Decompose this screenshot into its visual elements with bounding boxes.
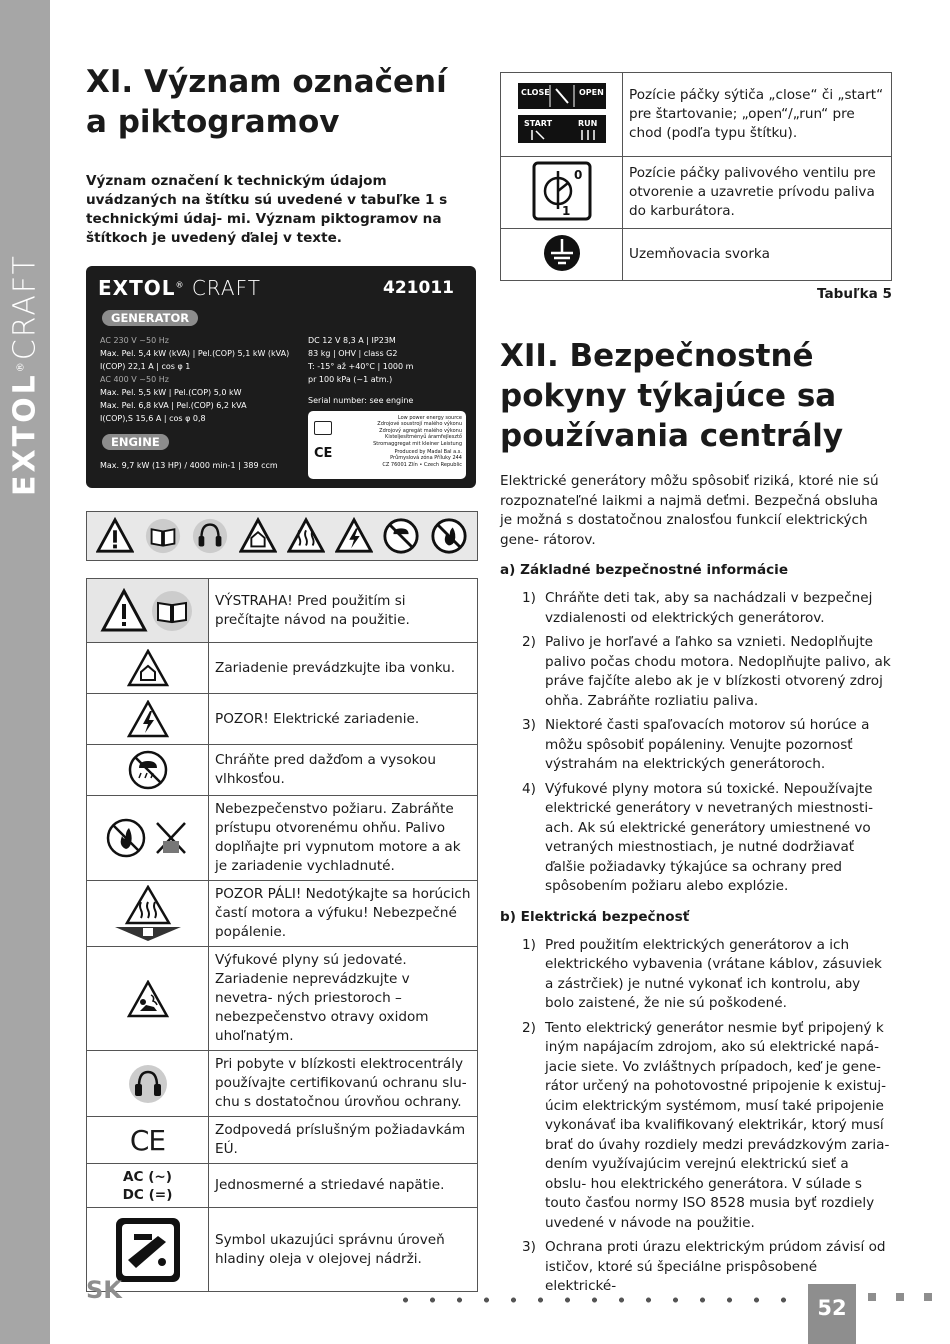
plate-dc-line3: T: -15° až +40°C | 1000 m [308, 362, 414, 371]
list-item: 3) Ochrana proti úrazu elektrickým prúdom závisí od ističov, ktoré sú špeciálne prispôsobené elektrické- [522, 1239, 886, 1294]
engine-tag: ENGINE [102, 434, 169, 450]
footer-square [896, 1293, 904, 1301]
manual-book-icon [314, 421, 332, 435]
picto-desc-oil: Symbol ukazujúci správnu úroveň hladiny oleja v olejovej nádrži. [209, 1208, 478, 1292]
electric-hazard-icon [335, 517, 373, 555]
picto-desc-acdc: Jednosmerné a striedavé napätie. [209, 1164, 478, 1208]
list-b [500, 936, 892, 1297]
language-code: SK [86, 1276, 122, 1304]
fuel-valve-description: Pozície páčky palivového ventilu pre otvorenie a uzavretie prívodu paliva do karburátora. [623, 157, 892, 229]
fuel-valve-icon [532, 161, 592, 221]
ac-label: AC (~) [122, 1168, 173, 1185]
list-a [500, 589, 892, 897]
right-column [500, 72, 892, 1302]
svg-text:1: 1 [561, 203, 570, 218]
table-row [87, 1164, 478, 1208]
plate-ac230-line1: Max. Pel. 5,4 kW (kVA) | Pel.(COP) 5,1 kW (kVA) [100, 349, 290, 358]
left-column [86, 62, 478, 1292]
plate-dc-line1: DC 12 V 8,3 A | IP23M [308, 336, 396, 345]
side-brand-logo: EXTOL®CRAFT [7, 254, 43, 496]
dc-label: DC (=) [122, 1186, 173, 1203]
picto-desc-hot: POZOR PÁLI! Nedotýkajte sa horúcich častí motora a výfuku! Nebezpečné popálenie. [209, 881, 478, 947]
list-item: 3) Niektoré časti spaľovacích motorov sú horúce a môžu spôsobiť popáleniny. Venujte pozornosť výstrahám na elektrických generátoroch. [522, 717, 870, 772]
subsection-b-heading: b) Elektrická bezpečnosť [500, 908, 690, 925]
warning-manual-icon [100, 588, 196, 634]
svg-text:OPEN: OPEN [578, 87, 604, 97]
plate-ac400-line2: Max. Pel. 6,8 kVA | Pel.(COP) 6,2 kVA [100, 401, 247, 410]
footer-dots [392, 1296, 802, 1304]
svg-text:START: START [523, 118, 552, 128]
table-row [87, 1051, 478, 1117]
generator-tag: GENERATOR [102, 310, 198, 326]
side-bar [0, 0, 50, 1344]
rain-protection-icon [127, 749, 169, 791]
picto-desc-rain: Chráňte pred dažďom a vysokou vlhkosťou. [209, 745, 478, 796]
hot-surface-icon [287, 517, 325, 555]
table-row [87, 947, 478, 1051]
rain-protection-icon [382, 517, 420, 555]
plate-ac400: AC 400 V ~50 Hz [100, 375, 169, 384]
plate-engine-line: Max. 9,7 kW (13 HP) / 4000 min-1 | 389 ccm [100, 461, 278, 470]
ce-mark: CE [314, 446, 333, 461]
table-row [87, 796, 478, 881]
plate-serial: Serial number: see engine [308, 396, 414, 405]
outdoor-use-icon [239, 517, 277, 555]
svg-text:CLOSE: CLOSE [520, 87, 550, 97]
table-row [87, 881, 478, 947]
picto-desc-warning: VÝSTRAHA! Pred použitím si prečítajte návod na použitie. [209, 579, 478, 643]
plate-brand: EXTOL® CRAFT [98, 276, 261, 300]
picto-desc-outdoor: Zariadenie prevádzkujte iba vonku. [209, 643, 478, 694]
plate-ac230-line2: I(COP) 22,1 A | cos φ 1 [100, 362, 191, 371]
table-row [501, 229, 892, 281]
outdoor-use-icon [127, 649, 169, 687]
table-row [501, 73, 892, 157]
table-5 [500, 72, 892, 281]
svg-text:0: 0 [573, 167, 582, 182]
page-number: 52 [808, 1284, 856, 1344]
safety-intro: Elektrické generátory môžu spôsobiť riziká, ktoré nie sú rozpoznateľné laikmi a najmä deťmi. Bezpečná obsluha je možná s dostatočnou znalosťou funkcií elektrických gene- rátorov. [500, 473, 879, 548]
no-fire-icon [105, 817, 191, 859]
electric-hazard-icon [127, 700, 169, 738]
picto-desc-ear: Pri pobyte v blízkosti elektrocentrály používajte certifikovanú ochranu slu- chu s dostatočnou úrovňou ochrany. [209, 1051, 478, 1117]
plate-ac400-line3: I(COP),S 15,6 A | cos φ 0,8 [100, 414, 206, 423]
list-item: 2) Palivo je horľavé a ľahko sa vznieti. Nedoplňujte palivo počas chodu motora. Nedoplňujte palivo, ak práve fajčíte alebo ak je v blízkosti otvorený zdroj ohňa. Zabráňte rozliatiu paliva. [522, 634, 891, 709]
plate-dc-line2: 83 kg | OHV | class G2 [308, 349, 398, 358]
subsection-a-heading: a) Základné bezpečnostné informácie [500, 562, 789, 578]
table-row [87, 579, 478, 643]
plate-label-box: CE Low power energy source Zdrojové soustrojí malého výkonu Zdrojový agregát malého výkonu Kisteljesítményű áramfejlesztő Stromaggregat mit kleiner Leistung Produced by Madal Bal a.s. Průmyslová zóna Příluky 244 CZ 76001 Zlín • Czech Republic [308, 411, 466, 479]
table-row [87, 643, 478, 694]
pictogram-strip [86, 511, 478, 561]
warning-icon [96, 517, 134, 555]
section-title-xi: XI. Význam označení a piktogramov [86, 64, 447, 140]
list-item: 1) Chráňte deti tak, aby sa nachádzali v bezpečnej vzdialenosti od elektrických generátorov. [522, 590, 873, 626]
plate-model: 421011 [383, 278, 454, 298]
table-5-caption: Tabuľka 5 [816, 286, 892, 302]
section-title-xii: XII. Bezpečnostné pokyny týkajúce sa používania centrály [500, 338, 844, 454]
table-row [87, 745, 478, 796]
choke-lever-icon [516, 81, 608, 145]
ground-terminal-description: Uzemňovacia svorka [623, 229, 892, 281]
choke-description: Pozície páčky sýtiča „close“ či „start“ pre štartovanie; „open“/„run“ pre chod (podľa typu štítku). [623, 73, 892, 157]
picto-desc-toxic: Výfukové plyny sú jedovaté. Zariadenie neprevádzkujte v nevetra- ných priestoroch – nebezpečenstvo otravy oxidom uhoľnatým. [209, 947, 478, 1051]
picto-desc-electric: POZOR! Elektrické zariadenie. [209, 694, 478, 745]
list-item: 1) Pred použitím elektrických generátorov a ich elektrického vybavenia (vrátane káblov, zásuviek a zástrčiek) je nutné vykonať ich kontrolu, aby bolo zaistené, že nie sú poškodené. [522, 936, 882, 1011]
plate-ac230: AC 230 V ~50 Hz [100, 336, 169, 345]
plate-ac400-line1: Max. Pel. 5,5 kW | Pel.(COP) 5,0 kW [100, 388, 242, 397]
table-row [87, 1117, 478, 1164]
list-item: 4) Výfukové plyny motora sú toxické. Nepoužívajte elektrické generátory v nevetraných miestnosti- ach. Ak sú elektrické generátory umiestnené vo vetraných miestnostiach, je nutné dodržiavať ďalšie požiadavky týkajúce sa ochrany pred spôsobením požiaru alebo explózie. [522, 780, 874, 894]
no-fire-icon [430, 517, 468, 555]
ground-terminal-icon [542, 233, 582, 273]
hot-surface-icon [113, 885, 183, 943]
list-item: 2) Tento elektrický generátor nesmie byť pripojený k iným napájacím zdrojom, ako sú elektrické napá- jacie siete. Vo zvláštnych prípadoch, keď je gene- rátor určený na pohotovostné pripojenie k existuj- úcim elektrickým systémom, musí také pripojenie vykonávať iba kvalifikovaný elektrikár, ktorý musí brať do úvahy rozdiely medzi prevádzkovým zaria- dením využívajúcim verejnú elektrickú sieť a obslu- hou elektrického generátora. V súlade s touto časťou normy ISO 8528 musia byť rozdiely uvedené v návode na použitie. [522, 1019, 890, 1231]
plate-dc-line4: pr 100 kPa (~1 atm.) [308, 375, 393, 384]
picto-desc-fire: Nebezpečenstvo požiaru. Zabráňte prístupu otvorenému ohňu. Palivo doplňajte pri vypnutom motore a ak je zariadenie vychladnuté. [209, 796, 478, 881]
ce-mark-icon: CE [129, 1123, 166, 1157]
ear-protection-icon [127, 1063, 169, 1105]
svg-text:RUN: RUN [577, 118, 597, 128]
pictogram-table [86, 578, 478, 1292]
toxic-exhaust-icon [127, 980, 169, 1018]
table-row [501, 157, 892, 229]
footer-square [924, 1293, 932, 1301]
ear-protection-icon [191, 517, 229, 555]
picto-desc-ce: Zodpovedá príslušným požiadavkám EÚ. [209, 1117, 478, 1164]
table-row [87, 1208, 478, 1292]
read-manual-icon [144, 517, 182, 555]
intro-text: Význam označení k technickým údajom uvádzaných na štítku sú uvedené v tabuľke 1 s technickými údaj- mi. Význam piktogramov na štítkoch je uvedený ďalej v texte. [86, 173, 448, 246]
footer-square [868, 1293, 876, 1301]
rating-plate [86, 266, 476, 488]
table-row [87, 694, 478, 745]
oil-level-icon [114, 1216, 182, 1284]
